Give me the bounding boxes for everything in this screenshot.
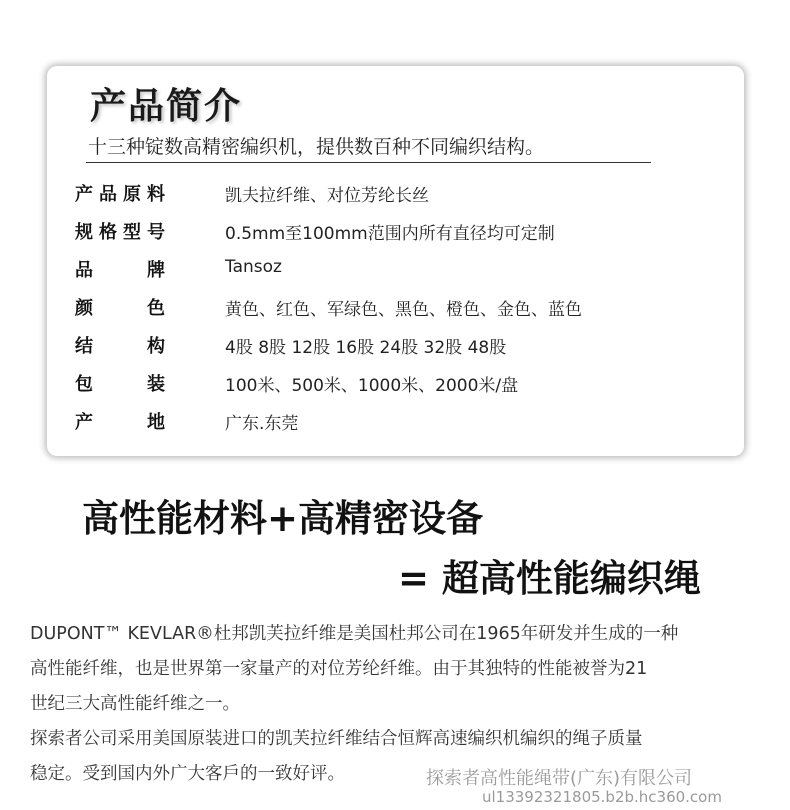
spec-value: 凯夫拉纤维、对位芳纶长丝 — [225, 186, 429, 206]
spec-value: 广东.东莞 — [225, 414, 299, 434]
spec-label: 包 装 — [75, 374, 165, 395]
description-line: 世纪三大高性能纤维之一。 — [30, 694, 240, 714]
spec-label: 规 格 型 号 — [75, 222, 165, 243]
spec-label: 产 地 — [75, 412, 165, 433]
description-line: DUPONT™ KEVLAR®杜邦凯芙拉纤维是美国杜邦公司在1965年研发并生成的一种 — [30, 624, 679, 644]
divider — [86, 162, 651, 163]
spec-label: 品 牌 — [75, 260, 165, 281]
spec-value: 4股 8股 12股 16股 24股 32股 48股 — [225, 338, 507, 358]
description-line: 稳定。受到国内外广大客戶的一致好评。 — [30, 764, 345, 784]
spec-value: Tansoz — [225, 257, 282, 277]
spec-label: 产 品 原 料 — [75, 184, 165, 205]
description-line: 高性能纤维，也是世界第一家量产的对位芳纶纤维。由于其独特的性能被誉为21 — [30, 659, 648, 679]
spec-value: 黄色、红色、军绿色、黑色、橙色、金色、蓝色 — [225, 300, 582, 320]
headline-line-2: = 超高性能编织绳 — [398, 557, 701, 600]
spec-value: 100米、500米、1000米、2000米/盘 — [225, 376, 519, 396]
description-line: 探索者公司采用美国原装进口的凯芙拉纤维结合恒辉高速编织机编织的绳子质量 — [30, 729, 643, 749]
card-title: 产品简介 — [90, 86, 243, 127]
spec-label: 结 构 — [75, 336, 165, 357]
watermark-company: 探索者高性能绳带(广东)有限公司 — [426, 768, 693, 789]
spec-label: 颜 色 — [75, 298, 165, 319]
card-subtitle: 十三种锭数高精密编织机，提供数百种不同编织结构。 — [88, 136, 545, 158]
headline-line-1: 高性能材料+高精密设备 — [82, 497, 484, 540]
product-intro-card — [47, 66, 744, 456]
watermark-url: ul13392321805.b2b.hc360.com — [482, 788, 722, 806]
spec-value: 0.5mm至100mm范围内所有直径均可定制 — [225, 224, 555, 244]
